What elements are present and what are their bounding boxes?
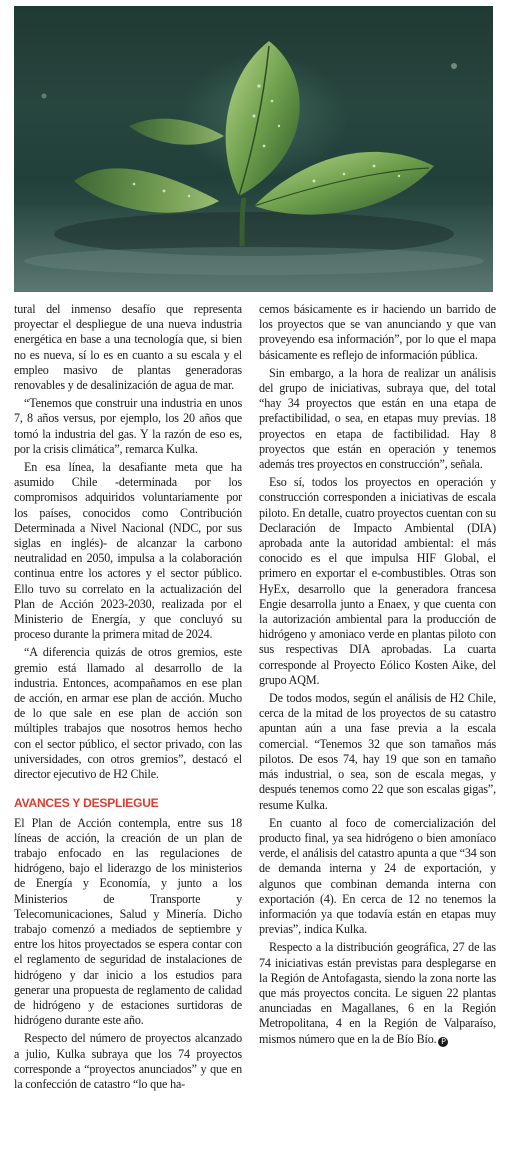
- leaves-illustration: [14, 6, 493, 292]
- article-column-right: [259, 302, 496, 1050]
- paragraph: En cuanto al foco de comercialización del producto final, ya sea hidrógeno o bien amoníaco verde, el análisis del catastro apunta a que “34 son de demanda interna y 24 de exportación, y algunos que combinan demanda interna con exportación (4). En cerca de 12 no tenemos la información ya que todavía están en etapas muy previas”, indica Kulka.: [259, 815, 496, 937]
- end-of-article-icon: P: [438, 1037, 448, 1047]
- paragraph: El Plan de Acción contempla, entre sus 18 líneas de acción, la creación de un plan de trabajo enfocado en las regulaciones de hidrógeno, bajo el liderazgo de los ministerios de Energía y Economía, y junto a los Ministerios de Transporte y Telecomunicaciones, Salud y Minería. Dicho trabajo comenzó a mediados de septiembre y entre los hitos proyectados se espera contar con el reglamento de seguridad de instalaciones de hidrógeno y dar inicio a los estudios para generar una propuesta de reglamento de calidad de hidrógeno y de estaciones surtidoras de hidrógeno durante este año.: [14, 815, 242, 1028]
- paragraph: Sin embargo, a la hora de realizar un análisis del grupo de iniciativas, subraya que, del total “hay 34 proyectos que están en una etapa de prefactibilidad, o sea, en etapas muy previas. 18 proyectos en etapa de factibilidad. Hay 8 proyectos que están en operación y tenemos además tres proyectos en construcción”, señala.: [259, 365, 496, 472]
- paragraph: En esa línea, la desafiante meta que ha asumido Chile -determinada por los compromisos adquiridos voluntariamente por los países, conocidos como Contribución Determinada a Nivel Nacional (NDC, por sus siglas en inglés)- de alcanzar la carbono neutralidad en 2050, impulsa a la colaboración continua entre los actores y el sector público. Ello tuvo su correlato en la actualización del Plan de Acción 2023-2030, realizada por el Ministerio de Energía, y que concluyó su proceso durante la primera mitad de 2024.: [14, 460, 242, 642]
- article-column-left: [14, 302, 242, 1095]
- paragraph: Respecto del número de proyectos alcanzado a julio, Kulka subraya que los 74 proyectos corresponde a “proyectos anunciados” y que en la confección de catastro “lo que ha-: [14, 1031, 242, 1091]
- paragraph: Eso sí, todos los proyectos en operación y construcción corresponden a iniciativas de escala piloto. En detalle, cuatro proyectos cuentan con su Declaración de Impacto Ambiental (DIA) aprobada ante la autoridad ambiental: el más conocido es el que impulsa HIF Global, el primero en exportar el e-combustibles. Otras son HyEx, desarrollo que la generadora francesa Engie desarrolla junto a Enaex, y que cuenta con la autorización ambiental para la producción de hidrógeno y amoniaco verde en plantas piloto con sus respectivas DIA aprobadas. La cuarta corresponde al Proyecto Eólico Kosten Aike, del grupo AQM.: [259, 475, 496, 687]
- section-heading: AVANCES Y DESPLIEGUE: [14, 796, 159, 811]
- paragraph: “Tenemos que construir una industria en unos 7, 8 años versus, por ejemplo, los 20 años que tomó la industria del gas. Y la razón de eso es, por la crisis climática”, remarca Kulka.: [14, 396, 242, 456]
- paragraph: “A diferencia quizás de otros gremios, este gremio está llamado al desarrollo de la industria. Entonces, acompañamos en ese plan de acción, en armar ese plan de acción. Mucho de lo que sale en ese plan de acción son múltiples trabajos que nosotros hemos hecho con el sector público, el sector privado, con las universidades, con otros gremios”, destacó el director ejecutivo de H2 Chile.: [14, 645, 242, 782]
- article-photo-green-leaves: [14, 6, 493, 292]
- paragraph: tural del inmenso desafío que representa proyectar el despliegue de una nueva industria energética en base a una tecnología que, si bien no es nueva, sí lo es en cuanto a su escala y el empleo masivo de plantas generadoras renovables y de desalinización de agua de mar.: [14, 302, 242, 393]
- paragraph: cemos básicamente es ir haciendo un barrido de los proyectos que se van anunciando y que van proveyendo esa información”, por lo que el mapa básicamente es reflejo de información pública.: [259, 302, 496, 362]
- paragraph: [259, 940, 496, 1046]
- paragraph: De todos modos, según el análisis de H2 Chile, cerca de la mitad de los proyectos de su catastro apuntan aún a una fase previa a la escala comercial. “Tenemos 32 que son tamaños más pilotos. De esos 74, hay 19 que son en tamaño más industrial, o sea, son de escala megas, y después tenemos como 22 que son escalas gigas”, resume Kulka.: [259, 691, 496, 812]
- paragraph-text: Respecto a la distribución geográfica, 27 de las 74 iniciativas están previstas para desplegarse en la Región de Antofagasta, siendo la zona norte las que más proyectos concita. Le siguen 22 plantas anunciadas en Magallanes, 6 en la Región Metropolitana, 4 en la Región de Valparaíso, mismos número que en la de Bío Bío.: [259, 940, 496, 1046]
